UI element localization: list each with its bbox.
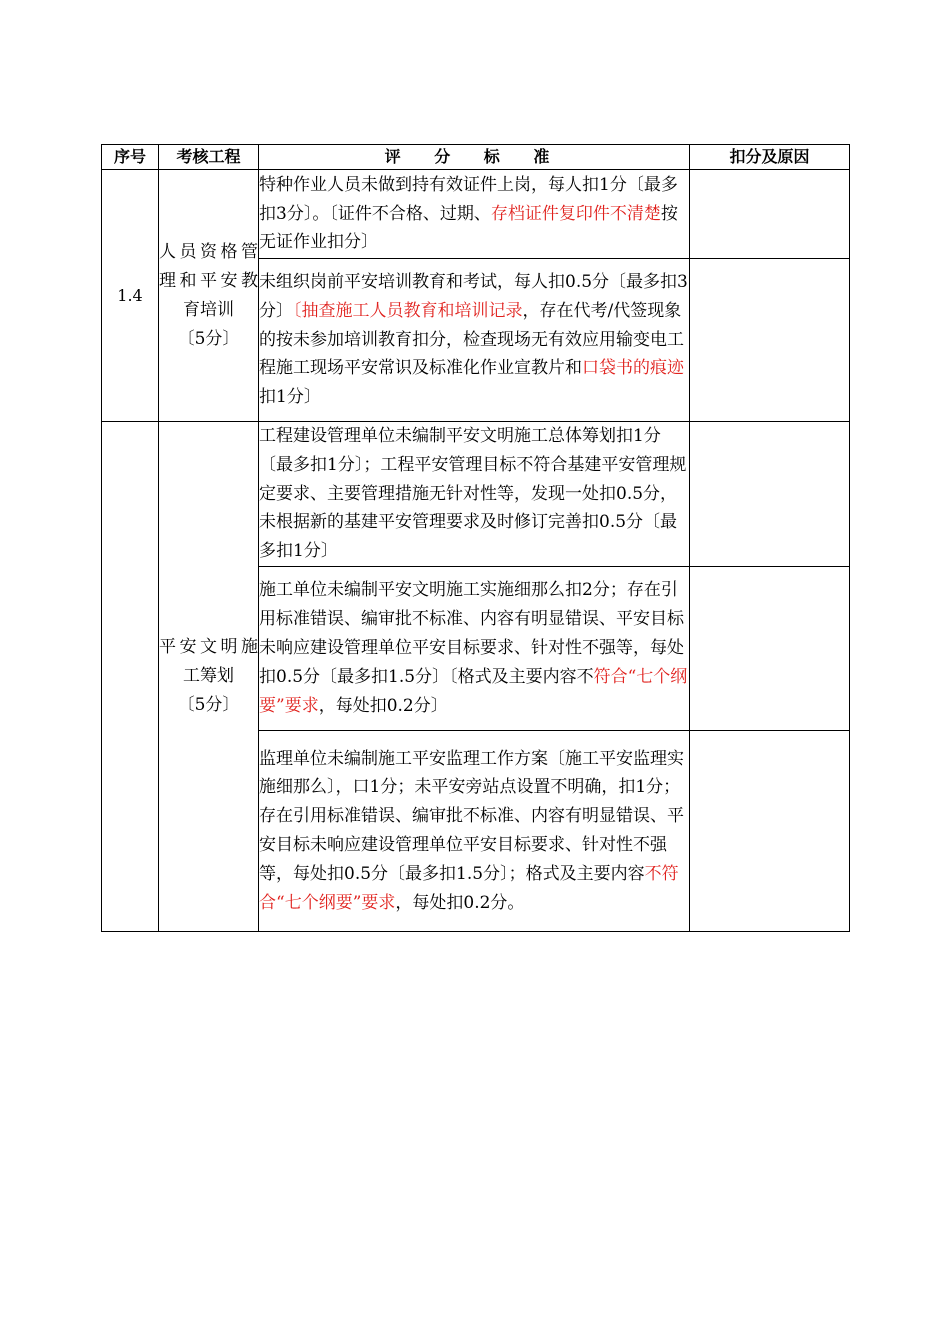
highlight-text: 不符合“七个纲要”要求 xyxy=(259,863,679,913)
row-number: 1.4 xyxy=(102,170,159,422)
highlight-text: 存档证件复印件不清楚 xyxy=(490,203,661,224)
header-deduction: 扣分及原因 xyxy=(690,145,850,170)
criteria-cell: 未组织岗前平安培训教育和考试，每人扣0.5分〔最多扣3分〕〔抽查施工人员教育和培训记录，存在代考/代签现象的按未参加培训教育扣分，检查现场无有效应用输变电工程施工现场平安常识及标准化作业宣教片和口袋书的痕迹扣1分〕 xyxy=(259,259,690,422)
header-criteria: 评 分 标 准 xyxy=(259,145,690,170)
item-name: 人员资格管理和平安教育培训 xyxy=(159,241,258,320)
item-name: 平安文明施工筹划 xyxy=(159,636,258,686)
deduction-cell[interactable] xyxy=(690,170,850,259)
header-row xyxy=(102,145,850,170)
deduction-cell[interactable] xyxy=(690,259,850,422)
scoring-table xyxy=(101,144,850,932)
deduction-cell[interactable] xyxy=(690,730,850,931)
deduction-cell[interactable] xyxy=(690,422,850,567)
criteria-cell: 工程建设管理单位未编制平安文明施工总体筹划扣1分〔最多扣1分〕；工程平安管理目标不符合基建平安管理规定要求、主要管理措施无针对性等，发现一处扣0.5分，未根据新的基建平安管理要求及时修订完善扣0.5分〔最多扣1分〕 xyxy=(259,422,690,567)
header-item: 考核工程 xyxy=(159,145,259,170)
highlight-text: 口袋书的痕迹 xyxy=(582,358,684,379)
highlight-text: 〔抽查施工人员教育和培训记录 xyxy=(293,300,523,321)
table-row xyxy=(102,170,850,259)
criteria-cell: 特种作业人员未做到持有效证件上岗，每人扣1分〔最多扣3分〕。〔证件不合格、过期、存档证件复印件不清楚按无证作业扣分〕 xyxy=(259,170,690,259)
header-no: 序号 xyxy=(102,145,159,170)
assessment-item xyxy=(159,422,259,932)
item-score: 〔5分〕 xyxy=(177,328,240,349)
item-score: 〔5分〕 xyxy=(177,694,240,715)
criteria-cell: 施工单位未编制平安文明施工实施细那么扣2分；存在引用标准错误、编审批不标准、内容有明显错误、平安目标未响应建设管理单位平安目标要求、针对性不强等，每处扣0.5分〔最多扣1.5分〕〔格式及主要内容不符合“七个纲要”要求，每处扣0.2分〕 xyxy=(259,566,690,730)
highlight-text: 符合“七个纲要”要求 xyxy=(259,666,688,716)
table-row xyxy=(102,422,850,567)
deduction-cell[interactable] xyxy=(690,566,850,730)
row-number xyxy=(102,422,159,932)
criteria-cell: 监理单位未编制施工平安监理工作方案〔施工平安监理实施细那么〕，口1分；未平安旁站点设置不明确，扣1分；存在引用标准错误、编审批不标准、内容有明显错误、平安目标未响应建设管理单位平安目标要求、针对性不强等，每处扣0.5分〔最多扣1.5分〕；格式及主要内容不符合“七个纲要”要求，每处扣0.2分。 xyxy=(259,730,690,931)
assessment-item xyxy=(159,170,259,422)
